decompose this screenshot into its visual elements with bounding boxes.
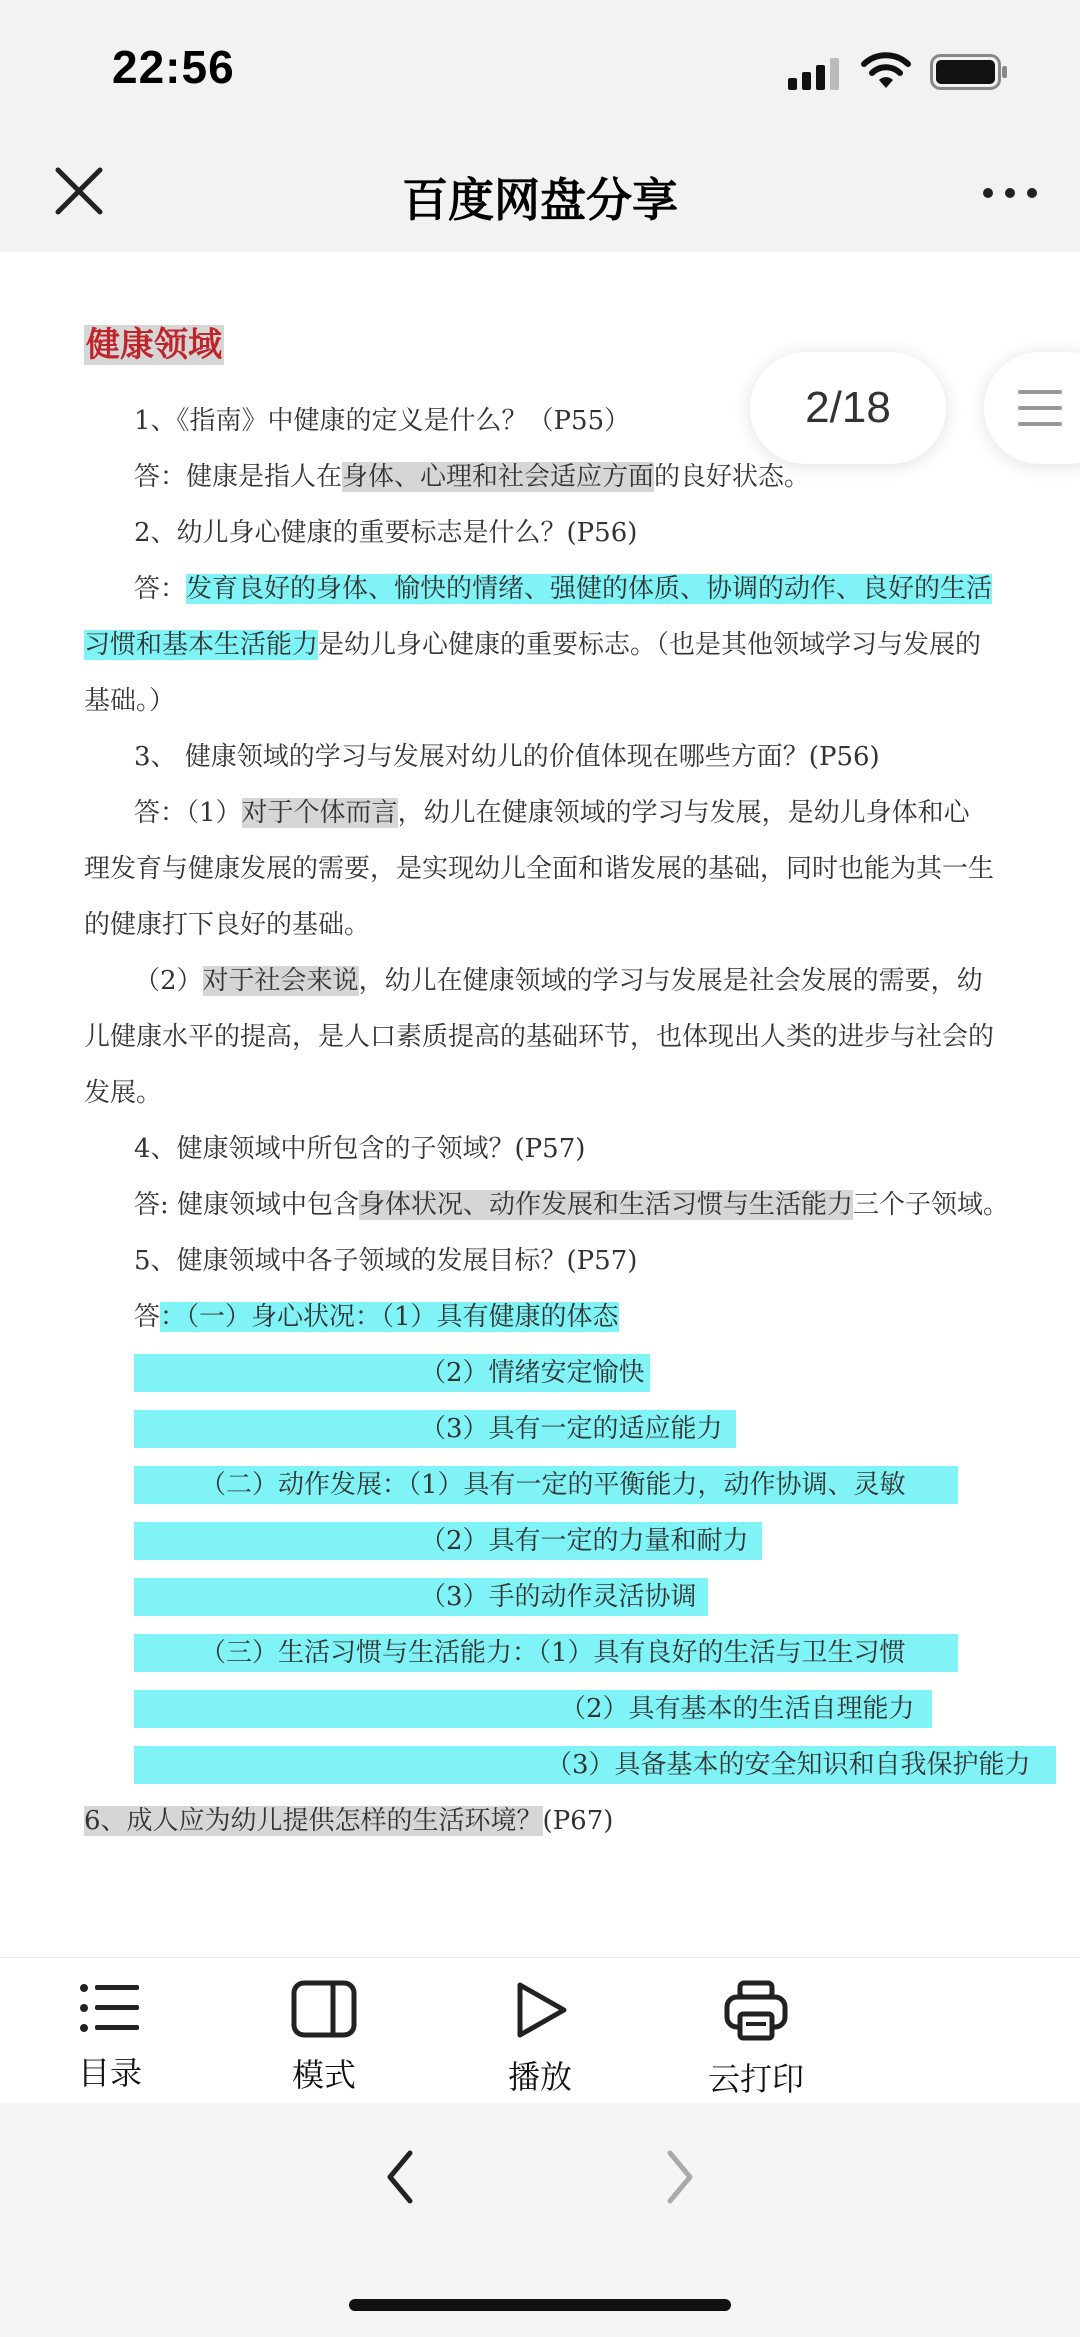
chevron-left-icon[interactable] bbox=[380, 2145, 420, 2209]
toc-label: 目录 bbox=[77, 2054, 142, 2092]
question-4: 4、健康领域中所包含的子领域？(P57) bbox=[134, 1134, 586, 1164]
answer-2-line-2: 习惯和基本生活能力是幼儿身心健康的重要标志。（也是其他领域学习与发展的 bbox=[84, 630, 982, 660]
answer-5-line-3: （3）具有一定的适应能力 bbox=[420, 1414, 723, 1444]
more-options-icon[interactable] bbox=[980, 178, 1040, 208]
printer-icon bbox=[724, 1980, 788, 2042]
play-button[interactable] bbox=[470, 1958, 610, 2098]
answer-5-line-8: （2）具有基本的生活自理能力 bbox=[560, 1694, 915, 1724]
answer-5-line-5: （2）具有一定的力量和耐力 bbox=[420, 1526, 749, 1556]
answer-5-line-2: （2）情绪安定愉快 bbox=[420, 1358, 645, 1388]
bottom-toolbar bbox=[0, 1957, 1080, 2104]
cellular-signal-icon bbox=[788, 58, 844, 90]
answer-5-line-9: （3）具备基本的安全知识和自我保护能力 bbox=[546, 1750, 1031, 1780]
mode-icon bbox=[291, 1980, 357, 2038]
mode-button[interactable] bbox=[254, 1958, 394, 2096]
chevron-right-icon[interactable] bbox=[660, 2145, 700, 2209]
question-2: 2、幼儿身心健康的重要标志是什么？(P56) bbox=[134, 518, 638, 548]
answer-3-line-1: 答：（1）对于个体而言，幼儿在健康领域的学习与发展，是幼儿身体和心 bbox=[134, 798, 970, 828]
question-3: 3、 健康领域的学习与发展对幼儿的价值体现在哪些方面？(P56) bbox=[134, 742, 880, 772]
play-icon bbox=[510, 1980, 570, 2040]
question-6: 6、成人应为幼儿提供怎样的生活环境？(P67) bbox=[84, 1806, 614, 1836]
print-label: 云打印 bbox=[707, 2060, 804, 2098]
status-time: 22:56 bbox=[112, 41, 235, 93]
document-page[interactable] bbox=[0, 252, 1080, 1957]
mode-label: 模式 bbox=[291, 2056, 356, 2094]
answer-5-line-4: （二）动作发展：（1）具有一定的平衡能力，动作协调、灵敏 bbox=[200, 1470, 906, 1500]
question-1: 1、《指南》中健康的定义是什么？（P55） bbox=[134, 406, 631, 436]
hamburger-icon bbox=[1018, 388, 1066, 428]
play-label: 播放 bbox=[507, 2058, 572, 2096]
section-heading: 健康领域 bbox=[86, 325, 222, 365]
answer-3b-line-2: 儿健康水平的提高，是人口素质提高的基础环节，也体现出人类的进步与社会的 bbox=[84, 1022, 995, 1052]
list-icon bbox=[79, 1980, 141, 2036]
answer-3-line-3: 的健康打下良好的基础。 bbox=[84, 910, 371, 940]
answer-3b-line-3: 发展。 bbox=[84, 1078, 163, 1108]
home-indicator bbox=[349, 2299, 731, 2311]
page-title: 百度网盘分享 bbox=[402, 173, 678, 227]
battery-icon bbox=[930, 54, 1010, 90]
answer-5-line-1: 答：（一）身心状况：（1）具有健康的体态 bbox=[134, 1302, 619, 1332]
nav-bar bbox=[0, 140, 1080, 252]
print-button[interactable] bbox=[686, 1958, 826, 2100]
answer-5-line-7: （三）生活习惯与生活能力：（1）具有良好的生活与卫生习惯 bbox=[200, 1638, 906, 1668]
answer-2-line-3: 基础。） bbox=[84, 686, 176, 716]
status-bar bbox=[0, 0, 1080, 140]
page-navigation bbox=[0, 2103, 1080, 2337]
answer-4: 答: 健康领域中包含身体状况、动作发展和生活习惯与生活能力三个子领域。 bbox=[134, 1190, 1010, 1220]
answer-2-line-1: 答：发育良好的身体、愉快的情绪、强健的体质、协调的动作、良好的生活 bbox=[134, 574, 993, 604]
answer-5-line-6: （3）手的动作灵活协调 bbox=[420, 1582, 697, 1612]
answer-1: 答：健康是指人在身体、心理和社会适应方面的良好状态。 bbox=[134, 462, 811, 492]
answer-3-line-2: 理发育与健康发展的需要，是实现幼儿全面和谐发展的基础，同时也能为其一生 bbox=[84, 854, 995, 884]
question-5: 5、健康领域中各子领域的发展目标？(P57) bbox=[134, 1246, 638, 1276]
answer-3b-line-1: （2）对于社会来说，幼儿在健康领域的学习与发展是社会发展的需要，幼 bbox=[134, 966, 983, 996]
page-indicator[interactable]: 2/18 bbox=[750, 352, 946, 464]
wifi-icon bbox=[860, 50, 912, 90]
toc-button[interactable] bbox=[40, 1958, 180, 2094]
